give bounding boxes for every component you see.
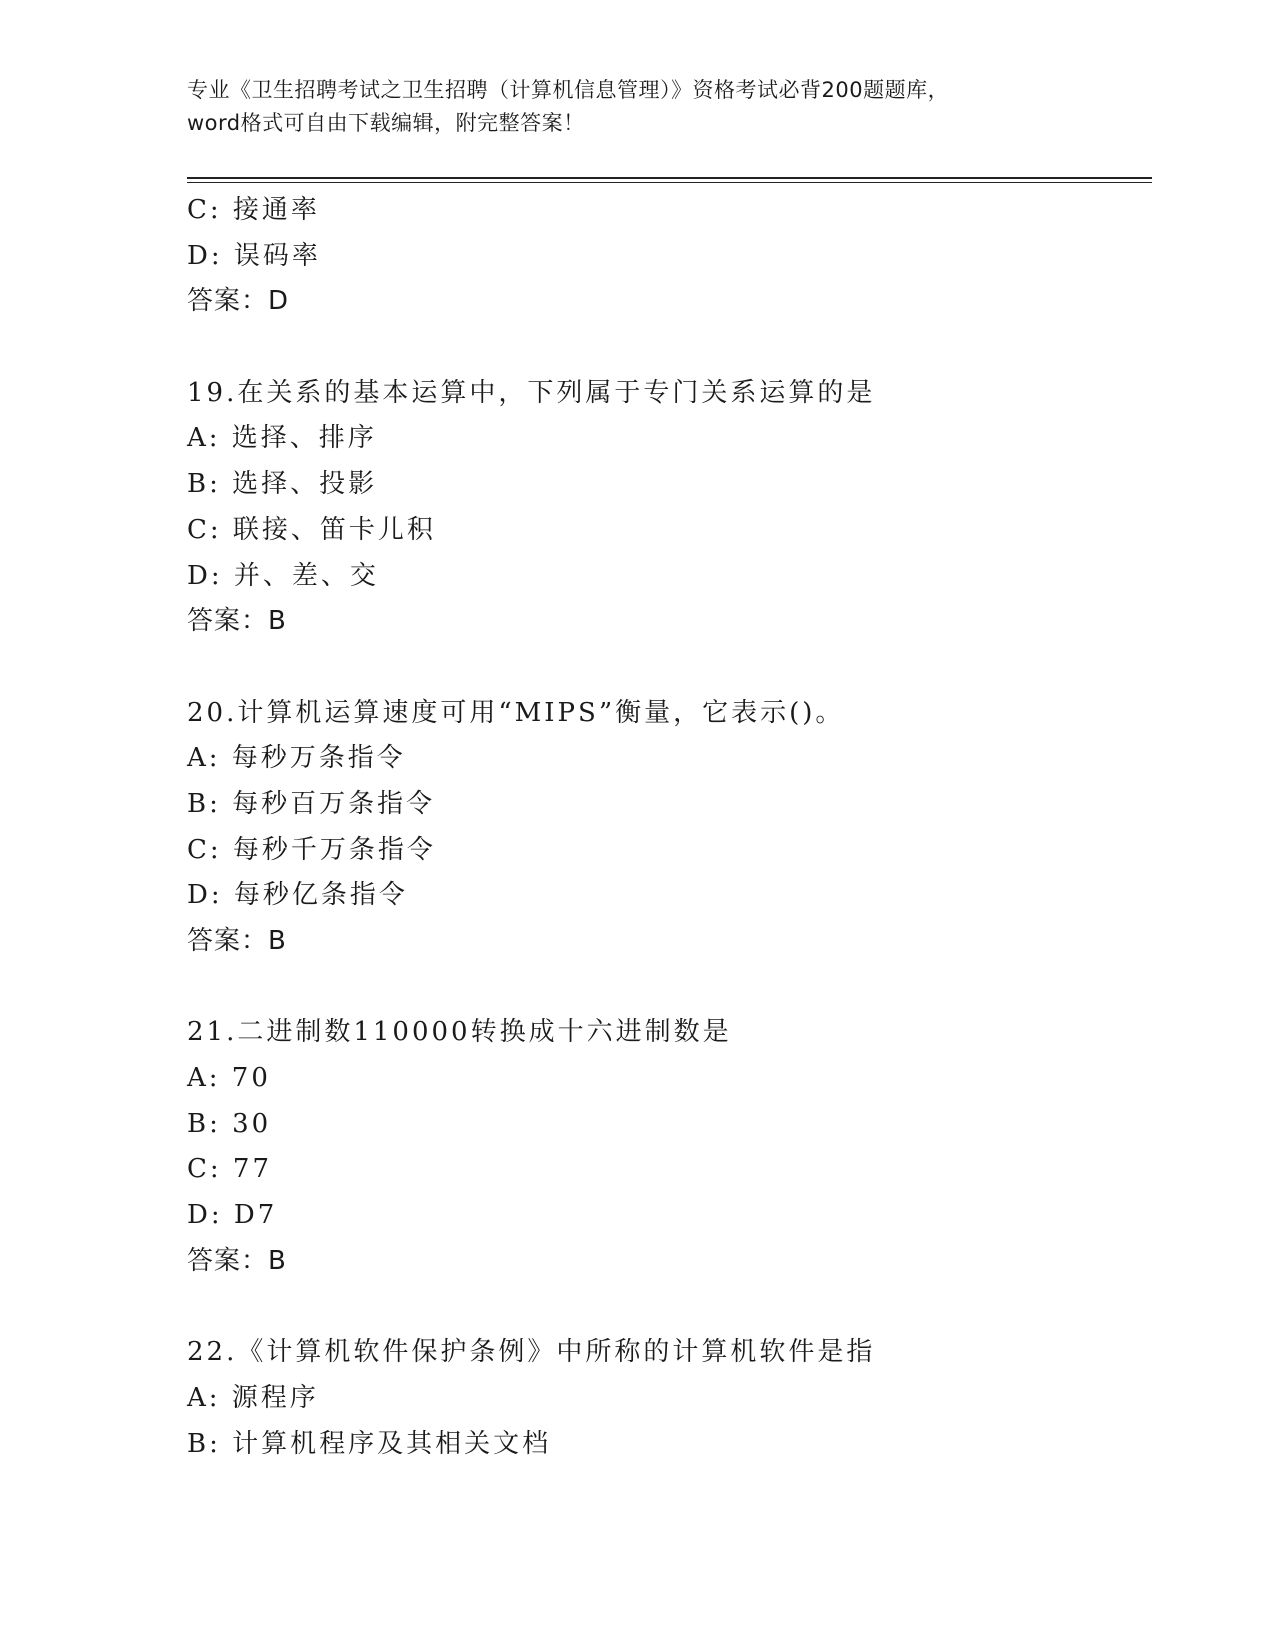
question-19-block xyxy=(187,371,1147,645)
option-a: A: 源程序 xyxy=(187,1382,319,1413)
option-a: A: 每秒万条指令 xyxy=(187,743,406,774)
question-20-block xyxy=(187,691,1147,965)
option-c: C: 77 xyxy=(187,1154,273,1185)
header-divider-thin xyxy=(187,182,1152,183)
answer-line: 答案：D xyxy=(187,286,290,317)
option-b: B: 30 xyxy=(187,1108,272,1139)
option-d: D: 误码率 xyxy=(187,240,321,271)
header-line-2: word格式可自由下载编辑，附完整答案！ xyxy=(187,111,585,135)
option-d: D: 每秒亿条指令 xyxy=(187,880,408,911)
spacer xyxy=(187,965,1147,1011)
option-b: B: 每秒百万条指令 xyxy=(187,788,436,819)
option-a: A: 选择、排序 xyxy=(187,423,377,454)
question-text: 19.在关系的基本运算中，下列属于专门关系运算的是 xyxy=(187,377,876,408)
option-b: B: 选择、投影 xyxy=(187,469,378,500)
option-c: C: 每秒千万条指令 xyxy=(187,834,436,865)
question-list xyxy=(187,188,1147,1467)
answer-line: 答案：B xyxy=(187,926,287,956)
spacer xyxy=(187,1285,1147,1331)
question-21-block xyxy=(187,1010,1147,1284)
spacer xyxy=(187,325,1147,371)
option-d: D: D7 xyxy=(187,1200,278,1231)
answer-line: 答案：B xyxy=(187,606,287,637)
option-c: C: 联接、笛卡儿积 xyxy=(187,514,436,545)
option-d: D: 并、差、交 xyxy=(187,560,379,591)
question-text: 20.计算机运算速度可用“MIPS”衡量，它表示()。 xyxy=(187,697,845,728)
option-a: A: 70 xyxy=(187,1063,271,1094)
spacer xyxy=(187,645,1147,691)
option-b: B: 计算机程序及其相关文档 xyxy=(187,1428,552,1459)
question-22-block xyxy=(187,1330,1147,1467)
header-divider-thick xyxy=(187,177,1152,179)
answer-line: 答案：B xyxy=(187,1245,287,1276)
option-c: C: 接通率 xyxy=(187,195,320,225)
question-18-block xyxy=(187,188,1147,325)
question-text: 21.二进制数110000转换成十六进制数是 xyxy=(187,1017,732,1048)
question-text: 22.《计算机软件保护条例》中所称的计算机软件是指 xyxy=(187,1337,876,1368)
document-header xyxy=(187,74,1087,140)
header-line-1: 专业《卫生招聘考试之卫生招聘（计算机信息管理）》资格考试必背200题题库， xyxy=(187,78,950,102)
